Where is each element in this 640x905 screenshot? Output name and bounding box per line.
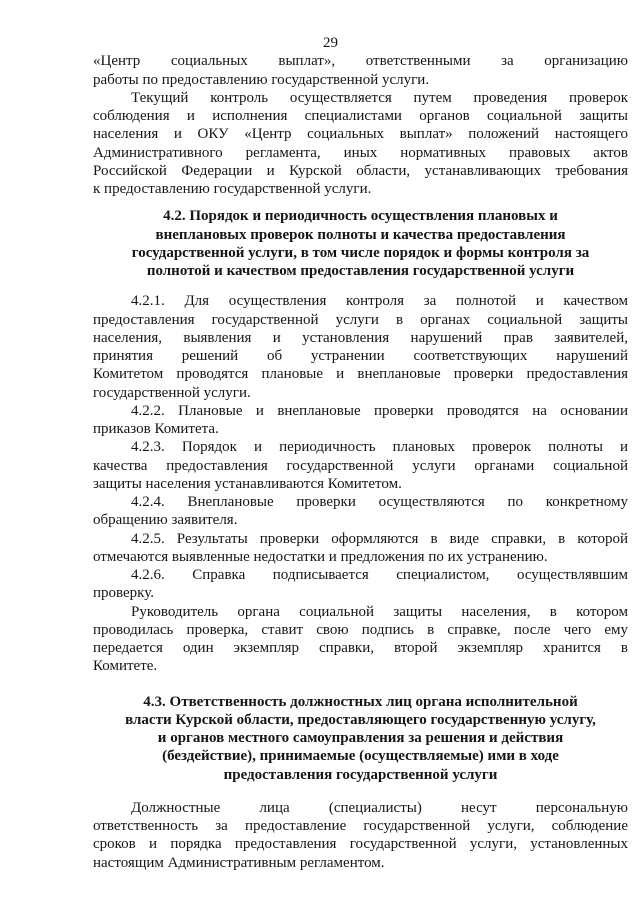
text-line: обращению заявителя. — [93, 512, 238, 529]
paragraph-intro-continuation — [93, 52, 628, 89]
paragraph-head-signature — [93, 603, 628, 676]
text-line: 4.3. Ответственность должностных лиц органа исполнительной — [143, 693, 578, 710]
paragraph-4-2-6 — [93, 566, 628, 603]
paragraph-4-2-5 — [93, 530, 628, 567]
text-line: проводилась проверка, ставит свою подпись в справке, после чего ему — [93, 621, 628, 638]
text-line: государственной услуги. — [93, 384, 251, 401]
text-line: 4.2. Порядок и периодичность осуществления плановых и — [163, 208, 558, 225]
paragraph-4-2-2 — [93, 402, 628, 439]
text-line: передается один экземпляр справки, второй экземпляр хранится в — [93, 640, 628, 656]
text-line: государственной услуги, в том числе порядок и формы контроля за — [131, 244, 590, 261]
text-line: Комитетом проводятся плановые и внеплановые проверки предоставления — [93, 366, 628, 383]
paragraph-4-2-1 — [93, 292, 628, 402]
section-heading-4-3 — [93, 693, 628, 784]
text-line: 4.2.2. Плановые и внеплановые проверки проводятся на основании — [131, 402, 628, 419]
text-line: 4.2.5. Результаты проверки оформляются в виде справки, в которой — [131, 530, 628, 547]
text-line: полнотой и качеством предоставления государственной услуги — [146, 263, 575, 279]
text-line: защиты населения устанавливаются Комитетом. — [93, 475, 402, 492]
paragraph-4-2-4 — [93, 493, 628, 530]
text-line: ответственность за предоставление государственной услуги, соблюдение — [93, 818, 628, 834]
text-line: Российской Федерации и Курской области, устанавливающих требования — [93, 162, 628, 179]
text-line: предоставления государственной услуги — [223, 766, 498, 783]
text-line: Текущий контроль осуществляется путем проведения проверок — [131, 89, 628, 106]
section-heading-4-2 — [93, 207, 628, 280]
text-line: 4.2.1. Для осуществления контроля за полнотой и качеством — [131, 293, 628, 310]
text-line: проверку. — [93, 585, 155, 602]
text-line: населения, выявления и установления нарушений прав заявителей, — [93, 329, 628, 346]
text-line: «Центр социальных выплат», ответственными за организацию — [93, 53, 628, 70]
text-line: Комитете. — [93, 658, 158, 675]
text-line: сроков и порядка предоставления государственной услуги, установленных — [93, 836, 628, 853]
text-line: принятия решений об устранении соответствующих нарушений — [93, 348, 628, 364]
paragraph-current-control — [93, 89, 628, 199]
text-line: отмечаются выявленные недостатки и предложения по их устранению. — [93, 548, 548, 565]
text-line: качества предоставления государственной услуги органами социальной — [93, 457, 628, 474]
text-line: власти Курской области, предоставляющего государственную услугу, — [125, 711, 596, 728]
text-line: к предоставлению государственной услуги. — [93, 181, 372, 197]
text-line: 4.2.4. Внеплановые проверки осуществляются по конкретному — [131, 494, 628, 510]
text-line: внеплановых проверок полноты и качества предоставления — [155, 226, 566, 243]
text-line: 4.2.3. Порядок и периодичность плановых проверок полноты и — [131, 439, 628, 456]
text-line: настоящим Административным регламентом. — [93, 854, 385, 871]
text-line: Должностные лица (специалисты) несут персональную — [131, 799, 628, 816]
text-line: приказов Комитета. — [93, 421, 219, 437]
text-line: предоставления государственной услуги в органах социальной защиты — [93, 311, 628, 328]
text-line: соблюдения и исполнения специалистами органов социальной защиты — [93, 108, 628, 124]
text-line: 4.2.6. Справка подписывается специалистом, осуществлявшим — [131, 567, 628, 583]
text-line: населения и ОКУ «Центр социальных выплат» положений настоящего — [93, 126, 628, 143]
text-line: и органов местного самоуправления за решения и действия — [157, 730, 564, 746]
text-line: работы по предоставлению государственной услуги. — [93, 71, 430, 88]
page-number: 29 — [323, 35, 338, 51]
text-line: (бездействие), принимаемые (осуществляемые) ими в ходе — [162, 748, 559, 765]
text-line: Административного регламента, иных нормативных правовых актов — [93, 144, 628, 161]
paragraph-responsibility — [93, 799, 628, 872]
text-line: Руководитель органа социальной защиты населения, в котором — [131, 603, 628, 620]
paragraph-4-2-3 — [93, 438, 628, 493]
